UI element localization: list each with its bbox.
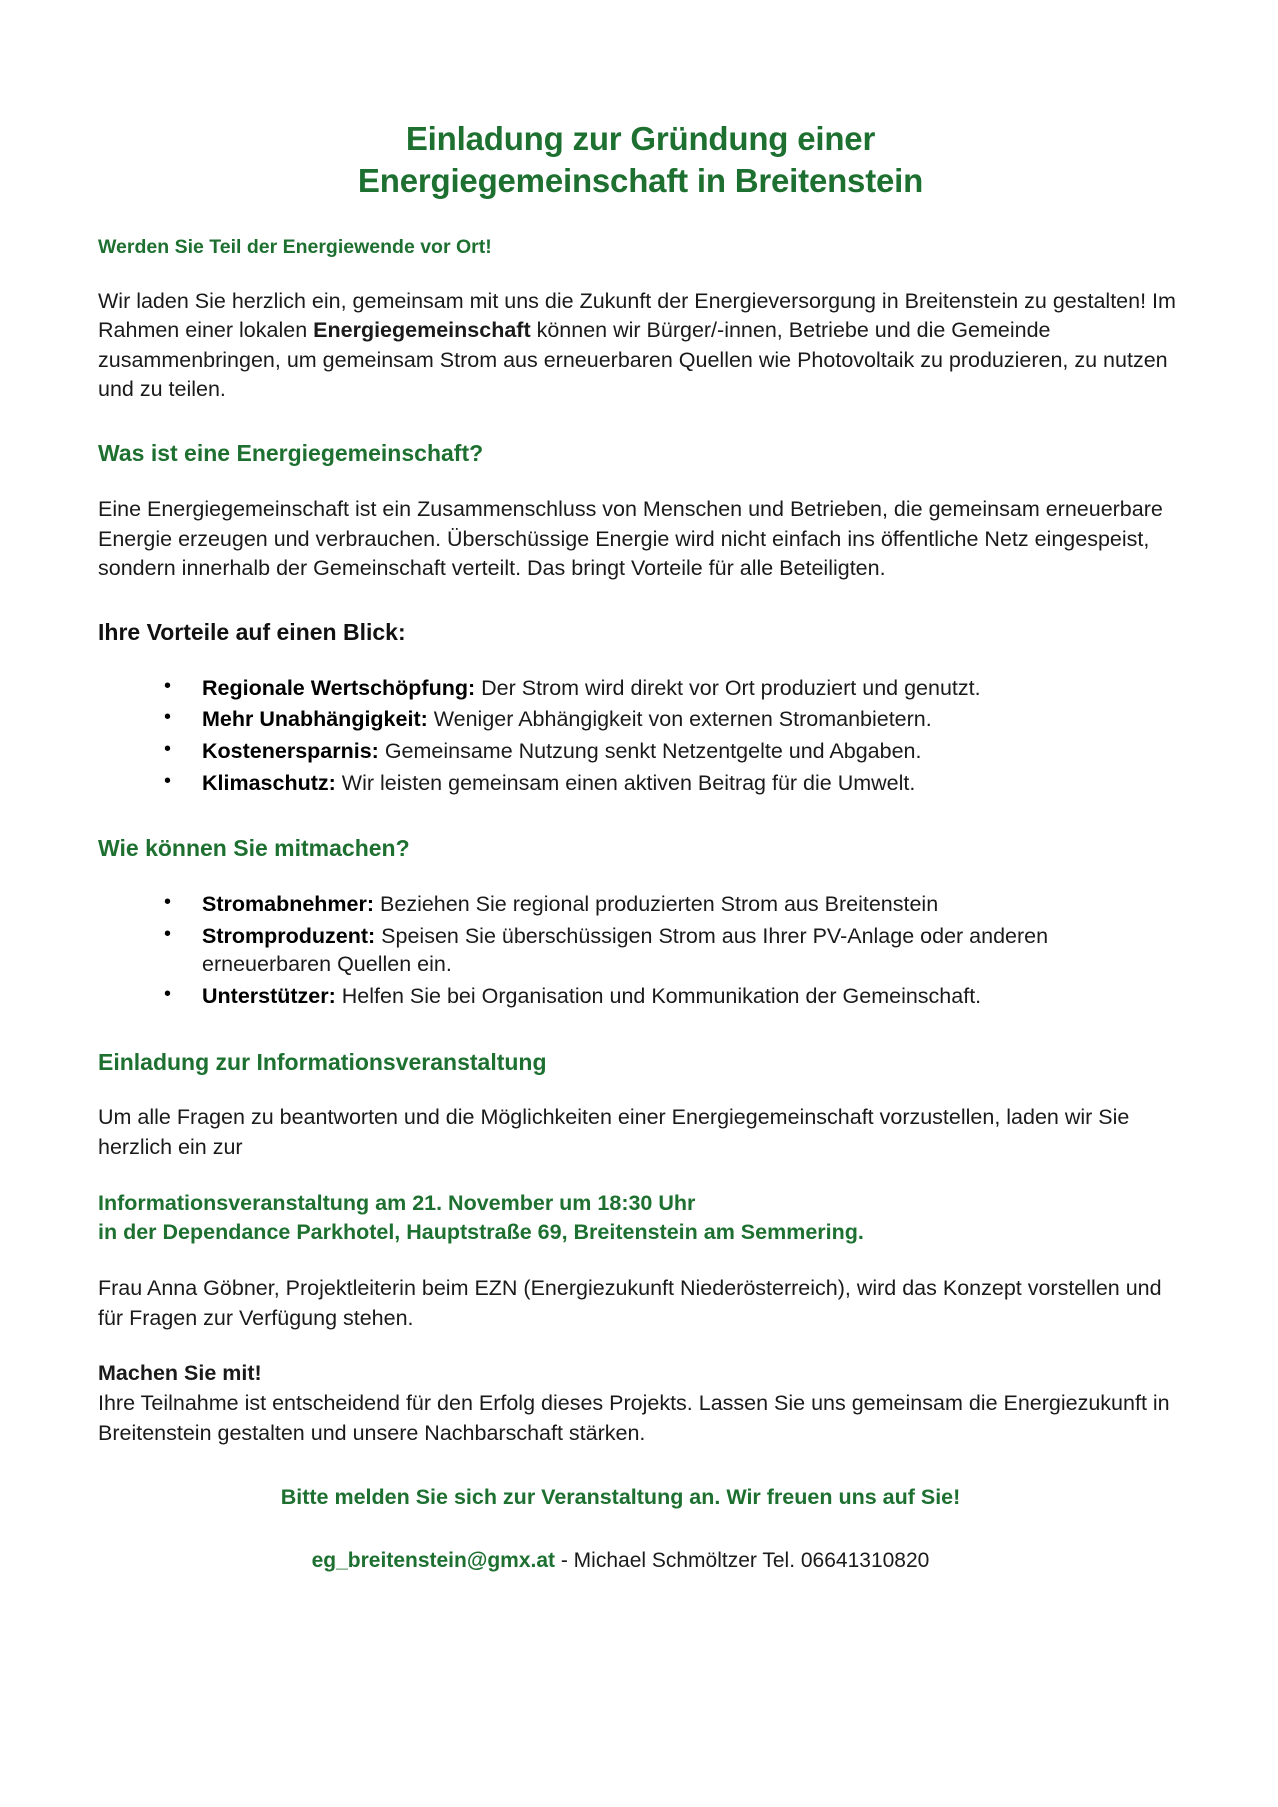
spacer [98, 1163, 1183, 1189]
spacer [98, 1333, 1183, 1359]
intro-paragraph [98, 287, 1183, 406]
intro-kicker: Werden Sie Teil der Energiewende vor Ort! [98, 236, 492, 259]
list-item [164, 922, 1183, 979]
list-item-text: Gemeinsame Nutzung senkt Netzentgelte und Abgaben. [378, 739, 922, 764]
contact-line [98, 1546, 1183, 1575]
spacer [98, 648, 1183, 674]
list-item [164, 982, 1183, 1011]
list-item-text: Wir leisten gemeinsam einen aktiven Beitrag für die Umwelt. [335, 770, 916, 795]
list-item-lead: Mehr Unabhängigkeit: [202, 707, 428, 732]
call-to-action: Bitte melden Sie sich zur Veranstaltung an. Wir freuen uns auf Sie! [280, 1485, 961, 1510]
list-item [164, 769, 1183, 798]
list-item-text: Weniger Abhängigkeit von externen Stromanbietern. [427, 707, 932, 732]
spacer [98, 261, 1183, 287]
contact-email[interactable]: eg_breitenstein@gmx.at [311, 1549, 556, 1573]
participate-list [98, 890, 1183, 1010]
closing-paragraph: Ihre Teilnahme ist entscheidend für den Erfolg dieses Projekts. Lassen Sie uns gemeinsam die Energiezukunft in Breitenstein gestalten und unsere Nachbarschaft stärken. [98, 1391, 1170, 1445]
list-item-text: Speisen Sie überschüssigen Strom aus Ihrer PV-Anlage oder anderen erneuerbaren Quellen ein. [202, 923, 1049, 977]
list-item-text: Helfen Sie bei Organisation und Kommunikation der Gemeinschaft. [335, 983, 982, 1008]
list-item [164, 674, 1183, 703]
closing-heading: Machen Sie mit! [98, 1361, 262, 1386]
event-details [98, 1189, 1183, 1248]
page-title [98, 118, 1183, 201]
spacer [98, 1248, 1183, 1274]
page-title-line-1: Einladung zur Gründung einer [405, 120, 876, 157]
intro-paragraph-part2: können wir Bürger/-innen, Betriebe und die Gemeinde zusammenbringen, um gemeinsam Strom aus erneuerbaren Quellen wie Photovoltaik zu produzieren, zu nutzen und zu teilen. [98, 318, 1168, 402]
spacer [98, 405, 1183, 439]
list-item-lead: Stromabnehmer: [202, 892, 375, 917]
benefits-list [98, 674, 1183, 797]
event-detail-datetime: Informationsveranstaltung am 21. November um 18:30 Uhr [98, 1190, 696, 1215]
event-detail-location: in der Dependance Parkhotel, Hauptstraße 69, Breitenstein am Semmering. [98, 1220, 864, 1245]
section-heading-what-is: Was ist eine Energiegemeinschaft? [98, 440, 484, 467]
spacer [98, 864, 1183, 890]
list-item-lead: Kostenersparnis: [202, 739, 379, 764]
list-item-lead: Regionale Wertschöpfung: [202, 675, 476, 700]
section-heading-participate: Wie können Sie mitmachen? [98, 835, 410, 862]
spacer [98, 1512, 1183, 1546]
intro-paragraph-part1: Wir laden Sie herzlich ein, gemeinsam mit uns die Zukunft der Energieversorgung in Breitenstein zu gestalten! Im Rahmen einer lokalen [98, 288, 1176, 343]
list-item [164, 890, 1183, 919]
list-item-lead: Klimaschutz: [202, 770, 336, 795]
what-is-paragraph: Eine Energiegemeinschaft ist ein Zusammenschluss von Menschen und Betrieben, die gemeinsam erneuerbare Energie erzeugen und verbrauchen. Überschüssige Energie wird nicht einfach ins öffentliche Netz eingespeist, sondern innerhalb der Gemeinschaft verteilt. Das bringt Vorteile für alle Beteiligten. [98, 497, 1163, 581]
list-item-lead: Stromproduzent: [202, 923, 376, 948]
spacer [98, 1077, 1183, 1103]
event-speaker-paragraph: Frau Anna Göbner, Projektleiterin beim EZN (Energiezukunft Niederösterreich), wird das Konzept vorstellen und für Fragen zur Verfügung stehen. [98, 1276, 1162, 1330]
spacer [98, 469, 1183, 495]
list-item [164, 705, 1183, 734]
list-item-text: Der Strom wird direkt vor Ort produziert und genutzt. [475, 675, 981, 700]
intro-paragraph-bold: Energiegemeinschaft [313, 318, 531, 343]
list-item [164, 737, 1183, 766]
event-intro-paragraph: Um alle Fragen zu beantworten und die Möglichkeiten einer Energiegemeinschaft vorzustellen, laden wir Sie herzlich ein zur [98, 1105, 1130, 1160]
list-item-text: Beziehen Sie regional produzierten Strom aus Breitenstein [374, 892, 939, 917]
contact-phone-name: - Michael Schmöltzer Tel. 06641310820 [555, 1549, 930, 1573]
spacer [98, 800, 1183, 834]
page-title-line-2: Energiegemeinschaft in Breitenstein [357, 161, 924, 199]
spacer [98, 1448, 1183, 1482]
spacer [98, 1014, 1183, 1048]
list-item-lead: Unterstützer: [202, 983, 336, 1008]
section-heading-benefits: Ihre Vorteile auf einen Blick: [98, 618, 406, 645]
spacer [98, 584, 1183, 618]
section-heading-event: Einladung zur Informationsveranstaltung [98, 1048, 547, 1075]
